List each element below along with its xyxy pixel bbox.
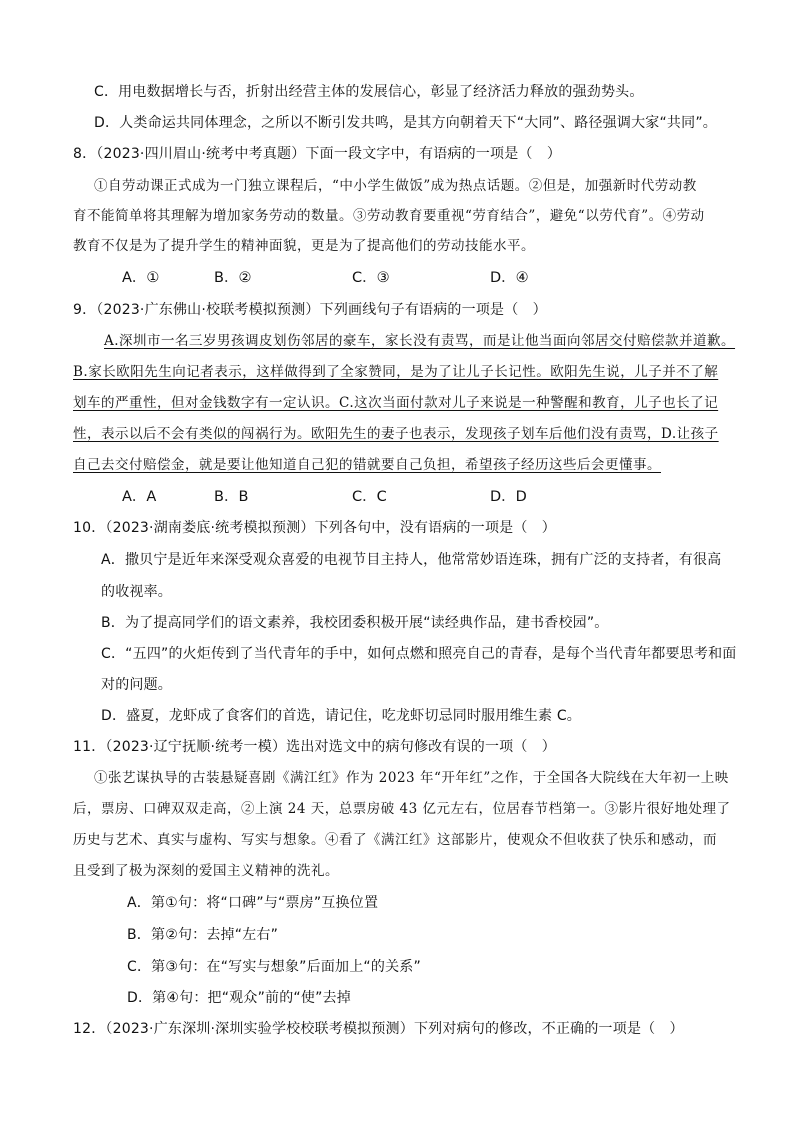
question-11-stem: 11．（2023·辽宁抚顺·统考一模）选出对选文中的病句修改有误的一项（ ）: [73, 739, 556, 755]
prev-option-d: D．人类命运共同体理念，之所以不断引发共鸣，是其方向朝着天下“大同”、路径强调大家“共同”。: [94, 115, 717, 131]
question-9-option-a[interactable]: A．A: [122, 489, 157, 505]
question-9-passage-line: B.家长欧阳先生向记者表示，这样做得到了全家赞同，是为了让儿子长记性。欧阳先生说，儿子并不了解: [73, 364, 719, 380]
question-11-passage-line: 且受到了极为深刻的爱国主义精神的洗礼。: [73, 863, 339, 879]
prev-option-c: C．用电数据增长与否，折射出经营主体的发展信心，彰显了经济活力释放的强劲势头。: [94, 84, 644, 100]
question-9-stem: 9．（2023·广东佛山·校联考模拟预测）下列画线句子有语病的一项是（ ）: [73, 302, 547, 318]
question-9-passage-line: A.深圳市一名三岁男孩调皮划伤邻居的豪车，家长没有责骂，而是让他当面向邻居交付赔偿款并道歉。: [104, 333, 736, 349]
question-9-option-c[interactable]: C．C: [352, 489, 387, 505]
question-12-stem: 12．（2023·广东深圳·深圳实验学校校联考模拟预测）下列对病句的修改，不正确的一项是（ ）: [73, 1021, 684, 1037]
question-10-option-a[interactable]: A．撒贝宁是近年来深受观众喜爱的电视节目主持人，他常常妙语连珠，拥有广泛的支持者，有很高: [101, 552, 722, 568]
question-11-option-b[interactable]: B．第②句：去掉“左右”: [127, 927, 279, 943]
question-8-option-b[interactable]: B．②: [214, 270, 252, 286]
question-11-passage-line: 后，票房、口碑双双走高，②上演 24 天，总票房破 43 亿元左右，位居春节档第一。③影片很好地处理了: [73, 801, 731, 817]
question-11-option-d[interactable]: D．第④句：把“观众”前的“使”去掉: [127, 990, 351, 1006]
question-10-option-c-cont: 对的问题。: [101, 677, 172, 693]
question-11-passage-line: 历史与艺术、真实与虚构、写实与想象。④看了《满江红》这部影片，使观众不但收获了快乐和感动，而: [73, 832, 717, 848]
question-9-option-d[interactable]: D．D: [490, 489, 527, 505]
question-8-option-c[interactable]: C．③: [352, 270, 390, 286]
question-10-option-a-cont: 的收视率。: [101, 584, 172, 600]
question-8-option-a[interactable]: A．①: [122, 270, 160, 286]
question-9-passage-line: 自己去交付赔偿金，就是要让他知道自己犯的错就要自己负担，希望孩子经历这些后会更懂事。: [73, 457, 661, 473]
question-10-option-c[interactable]: C．“五四”的火炬传到了当代青年的手中，如何点燃和照亮自己的青春，是每个当代青年都要思考和面: [101, 646, 737, 662]
question-8-passage-line: 育不能简单将其理解为增加家务劳动的数量。③劳动教育要重视“劳育结合”，避免“以劳代育”。④劳动: [73, 208, 705, 224]
question-8-passage-line: 教育不仅是为了提升学生的精神面貌，更是为了提高他们的劳动技能水平。: [73, 238, 535, 254]
question-10-option-b[interactable]: B．为了提高同学们的语文素养，我校团委积极开展“读经典作品，建书香校园”。: [101, 615, 609, 631]
question-8-stem: 8．（2023·四川眉山·统考中考真题）下面一段文字中，有语病的一项是（ ）: [73, 146, 562, 162]
question-8-passage-line: ①自劳动课正式成为一门独立课程后，“中小学生做饭”成为热点话题。②但是，加强新时代劳动教: [94, 178, 697, 194]
question-9-option-b[interactable]: B．B: [214, 489, 249, 505]
question-9-passage-line: 划车的严重性，但对金钱数字有一定认识。C.这次当面付款对儿子来说是一种警醒和教育，儿子也长了记: [73, 395, 719, 411]
question-9-passage-line: 性，表示以后不会有类似的闯祸行为。欧阳先生的妻子也表示，发现孩子划车后他们没有责骂，D.让孩子: [73, 426, 719, 442]
question-11-passage-line: ①张艺谋执导的古装悬疑喜剧《满江红》作为 2023 年“开年红”之作，于全国各大院线在大年初一上映: [94, 770, 729, 786]
question-10-stem: 10．（2023·湖南娄底·统考模拟预测）下列各句中，没有语病的一项是（ ）: [73, 520, 556, 536]
question-11-option-c[interactable]: C．第③句：在“写实与想象”后面加上“的关系”: [127, 959, 421, 975]
question-11-option-a[interactable]: A．第①句：将“口碑”与“票房”互换位置: [127, 895, 379, 911]
question-10-option-d[interactable]: D．盛夏，龙虾成了食客们的首选，请记住，吃龙虾切忌同时服用维生素 C。: [101, 708, 582, 724]
question-8-option-d[interactable]: D．④: [490, 270, 529, 286]
